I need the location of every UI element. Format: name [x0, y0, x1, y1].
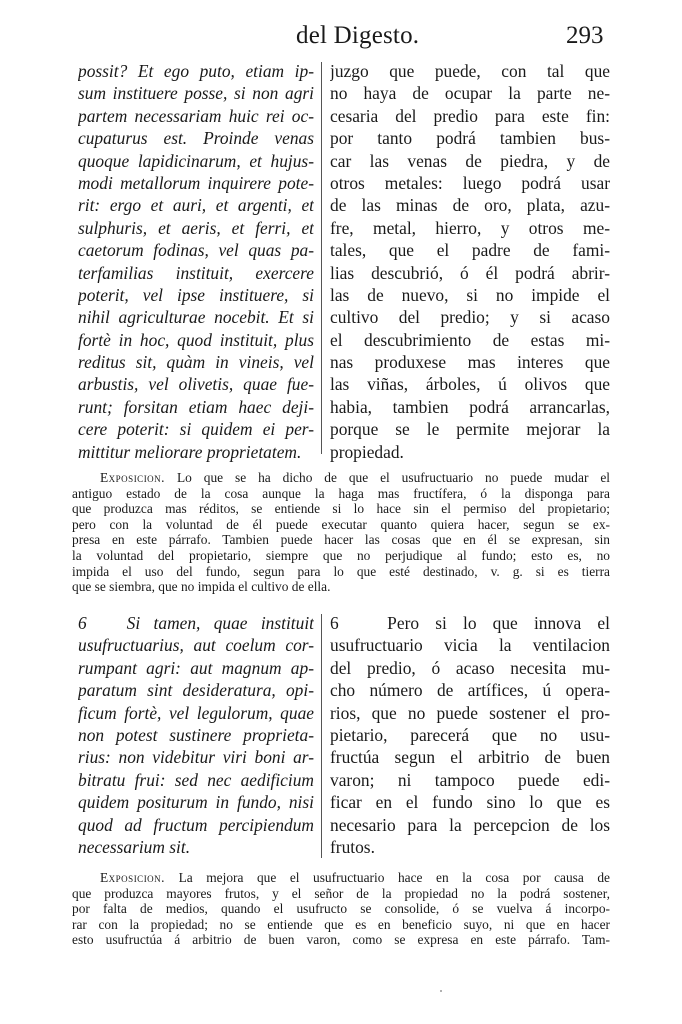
spanish-line: el descubrimiento de estas mi- [330, 329, 610, 350]
spanish-line: necesario para la percepcion de los [330, 814, 610, 835]
column-divider [321, 62, 322, 454]
latin-line: usufructuarius, aut coelum cor- [78, 635, 314, 656]
exposicion-paragraph-2 [72, 870, 610, 948]
exposicion-text: La mejora que el usufructuario hace en la cosa por causa de [178, 870, 610, 885]
latin-line: possit? Et ego puto, etiam ip- [78, 61, 314, 81]
latin-line: cupaturus est. Proinde venas [78, 128, 314, 149]
spanish-line: no haya de ocupar la parte ne- [330, 83, 610, 104]
spanish-line: las de nuevo, si no impide el [330, 284, 610, 305]
spanish-line: pietario, parecerá que no usu- [330, 724, 610, 745]
spanish-text-column-2 [330, 612, 610, 858]
exposicion-line: presa en este párrafo. Tambien puede hacer las cosas que en él se expresan, sin [72, 532, 610, 548]
exposicion-line: impida el uso del fundo, segun para lo que esté destinado, v. g. si es tierra [72, 563, 610, 579]
spanish-line: habia, tambien podrá arrancarlas, [330, 396, 610, 417]
spanish-line: las viñas, árboles, ú olivos que [330, 374, 610, 395]
latin-line: poterit, vel ipse instituere, si [78, 284, 314, 305]
spanish-line: lias descubrió, ó él podrá abrir- [330, 262, 610, 283]
spanish-text-column-1 [330, 60, 610, 463]
spanish-line: cultivo del predio; y si acaso [330, 307, 610, 328]
spanish-line: fructúa segun el arbitrio de buen [330, 747, 610, 768]
latin-line: caetorum fodinas, vel quas pa- [78, 240, 314, 261]
exposicion-line: rar con la propiedad; no se entiende que es en beneficio suyo, ni que en hacer [72, 916, 610, 932]
latin-line: runt; forsitan etiam haec deji- [78, 396, 314, 417]
exposicion-line: antiguo estado de la cosa aunque la haga mas fructífera, ó la disponga para [72, 485, 610, 501]
latin-line: sulphuris, et aeris, et ferri, et [78, 217, 314, 238]
latin-line: quoque lapidicinarum, et hujus- [78, 150, 314, 171]
exposicion-line: por falta de medios, quando el usufructo se consolide, ó se vuelva á incorpo- [72, 901, 610, 917]
spanish-line: de las minas de oro, plata, azu- [330, 195, 610, 216]
latin-line: sum instituere posse, si non agri [78, 83, 314, 104]
exposicion-label: Exposicion. [100, 470, 166, 485]
spanish-line: cho número de artífices, ú opera- [330, 680, 610, 701]
latin-line: non potest sustinere proprieta- [78, 724, 314, 745]
spanish-line: ficar en el fundo sino lo que es [330, 792, 610, 813]
spanish-line: 6 Pero si lo que innova el [330, 613, 610, 633]
latin-line: quidem positurum in fundo, nisi [78, 792, 314, 813]
latin-line: nihil agriculturae nocebit. Et si [78, 307, 314, 328]
spanish-line: varon; ni tampoco puede edi- [330, 769, 610, 790]
spanish-line: tales, que el padre de fami- [330, 240, 610, 261]
exposicion-line: que produzca mas réditos, se entiende si lo hace sin el permiso del propietario; [72, 501, 610, 517]
spanish-line: otros metales: luego podrá usar [330, 172, 610, 193]
latin-line: reditus sit, quàm in vineis, vel [78, 352, 314, 373]
exposicion-line: esto usufructúa á arbitrio de buen varon, como se expresa en este párrafo. Tam- [72, 932, 610, 948]
spanish-line: cesaria del predio para este fin: [330, 105, 610, 126]
spanish-line: propiedad. [330, 441, 404, 462]
latin-text-column-1 [78, 60, 314, 463]
spanish-line: por tanto podrá tambien bus- [330, 128, 610, 149]
exposicion-paragraph-1 [72, 470, 610, 595]
spanish-line: frutos. [330, 836, 375, 857]
latin-line: partem necessariam huic rei oc- [78, 105, 314, 126]
latin-line: terfamilias instituit, exercere [78, 262, 314, 283]
latin-line: modi metallorum inquirere pote- [78, 172, 314, 193]
spanish-line: fre, metal, hierro, y otros me- [330, 217, 610, 238]
running-header: del Digesto. [296, 22, 420, 49]
spanish-line: nas produxese mas interes que [330, 352, 610, 373]
latin-line: necessarium sit. [78, 836, 191, 857]
latin-line: paratum sint desideratura, opi- [78, 680, 314, 701]
spanish-line: juzgo que puede, con tal que [330, 61, 610, 81]
spanish-line: car las venas de piedra, y de [330, 150, 610, 171]
page-number: 293 [566, 22, 604, 49]
latin-line: arbustis, vel olivetis, quae fue- [78, 374, 314, 395]
latin-line: bitratu frui: sed nec aedificium [78, 769, 314, 790]
exposicion-line: pero con la voluntad de él puede executar quanto quiera hacer, segun se ex- [72, 516, 610, 532]
column-divider [321, 614, 322, 858]
spanish-line: rios, que no puede sostener el pro- [330, 702, 610, 723]
latin-line: 6 Si tamen, quae instituit [78, 613, 314, 633]
latin-line: rit: ergo et auri, et argenti, et [78, 195, 314, 216]
exposicion-text: Lo que se ha dicho de que el usufructuario no puede mudar el [176, 470, 610, 485]
spanish-line: porque se le permite mejorar la [330, 419, 610, 440]
exposicion-line [72, 870, 610, 886]
exposicion-label: Exposicion. [100, 870, 166, 885]
latin-text-column-2 [78, 612, 314, 858]
latin-line: quod ad fructum percipiendum [78, 814, 314, 835]
latin-line: cere poterit: si quidem ei per- [78, 419, 314, 440]
latin-line: mittitur meliorare proprietatem. [78, 441, 302, 462]
spanish-line: usufructuario vicia la ventilacion [330, 635, 610, 656]
latin-line: rius: non videbitur viri boni ar- [78, 747, 314, 768]
latin-line: rumpant agri: aut magnum ap- [78, 657, 314, 678]
paper-speck [440, 990, 442, 992]
latin-line: fortè in hoc, quod instituit, plus [78, 329, 314, 350]
exposicion-line: que produzca mayores frutos, y el señor de la propiedad no la podrá sostener, [72, 885, 610, 901]
exposicion-line [72, 470, 610, 486]
spanish-line: del predio, ó acaso necesita mu- [330, 657, 610, 678]
exposicion-line: la voluntad del propietario, siempre que no perjudique al fundo; esto es, no [72, 547, 610, 563]
latin-line: ficum fortè, vel legulorum, quae [78, 702, 314, 723]
exposicion-line: que se siembra, que no impida el cultivo de ella. [72, 579, 331, 595]
